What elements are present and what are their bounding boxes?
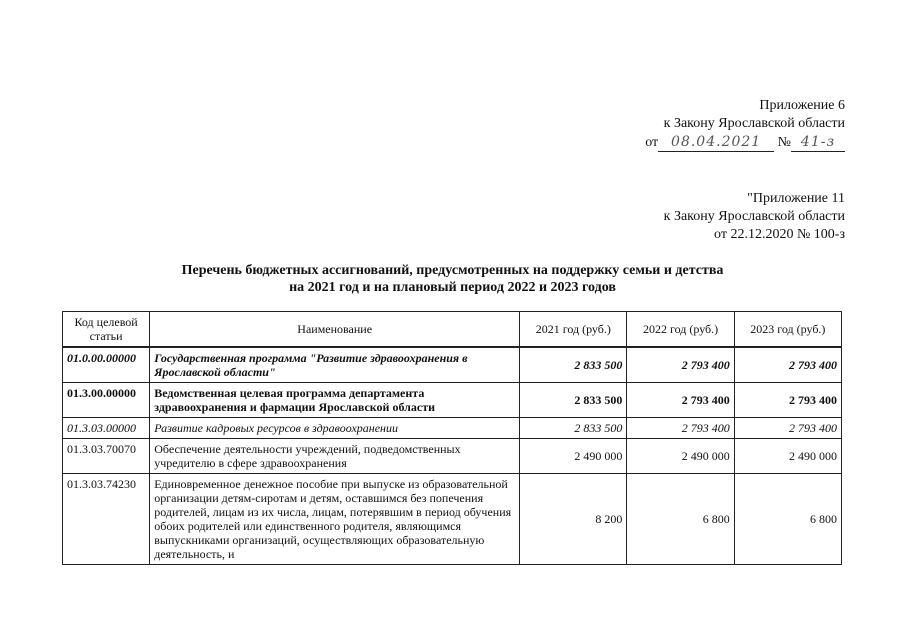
table-row (63, 474, 842, 565)
table-header-row (63, 312, 842, 348)
row-code: 01.3.03.74230 (63, 474, 150, 565)
header-name: Наименование (150, 312, 520, 348)
row-code: 01.3.03.00000 (63, 418, 150, 439)
document-title (0, 262, 905, 296)
row-2022: 2 793 400 (627, 347, 734, 383)
row-2022: 2 793 400 (627, 418, 734, 439)
row-2022: 2 793 400 (627, 383, 734, 418)
title-line2: на 2021 год и на плановый период 2022 и 2023 годов (289, 280, 616, 295)
row-2021: 2 490 000 (520, 439, 627, 474)
header-2022: 2022 год (руб.) (627, 312, 734, 348)
header-2023: 2023 год (руб.) (734, 312, 841, 348)
row-2021: 2 833 500 (520, 383, 627, 418)
from-label: от (645, 135, 659, 150)
handwritten-number: 41-з (791, 133, 845, 152)
row-code: 01.3.00.00000 (63, 383, 150, 418)
row-2023: 2 793 400 (734, 383, 841, 418)
appendix-date-line (645, 133, 845, 152)
row-2022: 2 490 000 (627, 439, 734, 474)
row-2021: 2 833 500 (520, 347, 627, 383)
prev-appendix-line1: "Приложение 11 (747, 191, 845, 206)
appendix-line2: к Закону Ярославской области (663, 116, 845, 131)
row-name: Обеспечение деятельности учреждений, подведомственных учредителю в сфере здравоохранения (150, 439, 520, 474)
row-2021: 8 200 (520, 474, 627, 565)
appendix-header (645, 97, 845, 152)
prev-appendix-line2: к Закону Ярославской области (663, 209, 845, 224)
row-name: Единовременное денежное пособие при выпуске из образовательной организации детям-сиротам и детям, оставшимся без попечения родителей, лицам из их числа, лицам, потерявшим в период обучения обоих родителей или единственного родителя, являющимся выпускниками организаций, осуществляющих образовательную деятельность, и (150, 474, 520, 565)
number-label: № (777, 135, 791, 150)
row-2023: 2 793 400 (734, 347, 841, 383)
row-2023: 2 793 400 (734, 418, 841, 439)
row-code: 01.3.03.70070 (63, 439, 150, 474)
previous-appendix-header (664, 190, 845, 244)
title-line1: Перечень бюджетных ассигнований, предусмотренных на поддержку семьи и детства (181, 263, 724, 278)
table-row (63, 383, 842, 418)
appendix-line1: Приложение 6 (759, 98, 845, 113)
row-name: Ведомственная целевая программа департамента здравоохранения и фармации Ярославской области (150, 383, 520, 418)
header-code: Код целевой статьи (63, 312, 150, 348)
row-2023: 6 800 (734, 474, 841, 565)
row-name: Развитие кадровых ресурсов в здравоохранении (150, 418, 520, 439)
table-row (63, 347, 842, 383)
row-code: 01.0.00.00000 (63, 347, 150, 383)
table-row (63, 439, 842, 474)
budget-table (62, 311, 842, 565)
row-2023: 2 490 000 (734, 439, 841, 474)
prev-appendix-line3: от 22.12.2020 № 100-з (714, 227, 845, 242)
header-2021: 2021 год (руб.) (520, 312, 627, 348)
row-name: Государственная программа "Развитие здравоохранения в Ярославской области" (150, 347, 520, 383)
handwritten-date: 08.04.2021 (658, 133, 774, 152)
table-row (63, 418, 842, 439)
row-2022: 6 800 (627, 474, 734, 565)
row-2021: 2 833 500 (520, 418, 627, 439)
